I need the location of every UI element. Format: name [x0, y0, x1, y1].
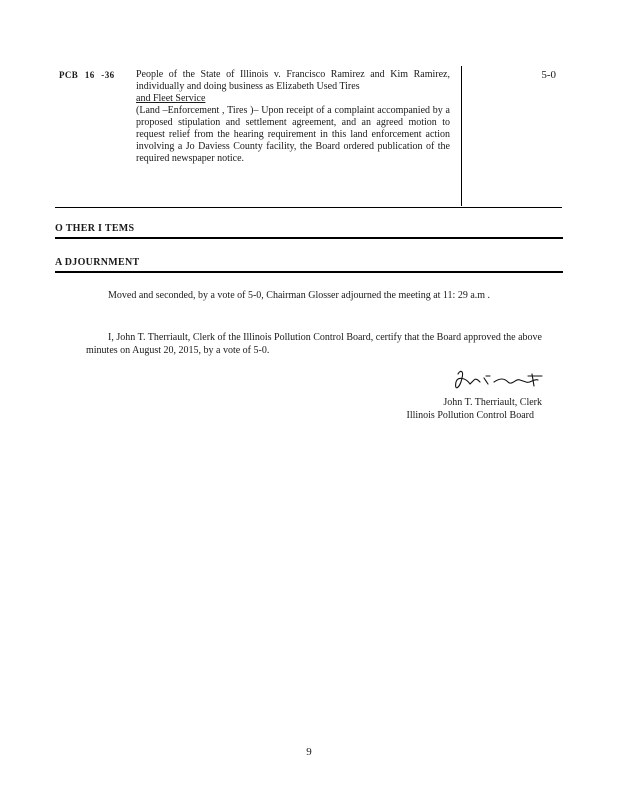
- case-caption: People of the State of Illinois v. Francisco Ramirez and Kim Ramirez, individually and doing business as Elizabeth Used Tires: [136, 69, 450, 92]
- case-caption-underlined: and Fleet Service: [136, 93, 206, 104]
- case-number: PCB 16 -36: [59, 70, 115, 80]
- table-divider: [461, 66, 462, 206]
- clerk-title: Illinois Pollution Control Board: [406, 410, 534, 421]
- clerk-name: John T. Therriault, Clerk: [443, 397, 542, 408]
- case-description: [136, 69, 450, 165]
- page-number: 9: [306, 746, 312, 758]
- case-vote: 5-0: [541, 69, 556, 81]
- case-summary: (Land –Enforcement , Tires )– Upon receipt of a complaint accompanied by a proposed stipulation and settlement agreement, and an agreed motion to request relief from the hearing requirement in this land enforcement action involving a Jo Daviess County facility, the Board ordered publication of the required newspaper notice.: [136, 105, 450, 164]
- signature-image: [450, 368, 550, 396]
- section-heading-adjournment: A DJOURNMENT: [55, 257, 563, 273]
- case-table: [55, 66, 562, 208]
- section-heading-other-items: O THER I TEMS: [55, 223, 563, 239]
- certification-paragraph: I, John T. Therriault, Clerk of the Illinois Pollution Control Board, certify that the Board approved the above minutes on August 20, 2015, by a vote of 5-0.: [86, 332, 542, 356]
- adjournment-paragraph: Moved and seconded, by a vote of 5-0, Chairman Glosser adjourned the meeting at 11: 29 a.m .: [108, 290, 491, 301]
